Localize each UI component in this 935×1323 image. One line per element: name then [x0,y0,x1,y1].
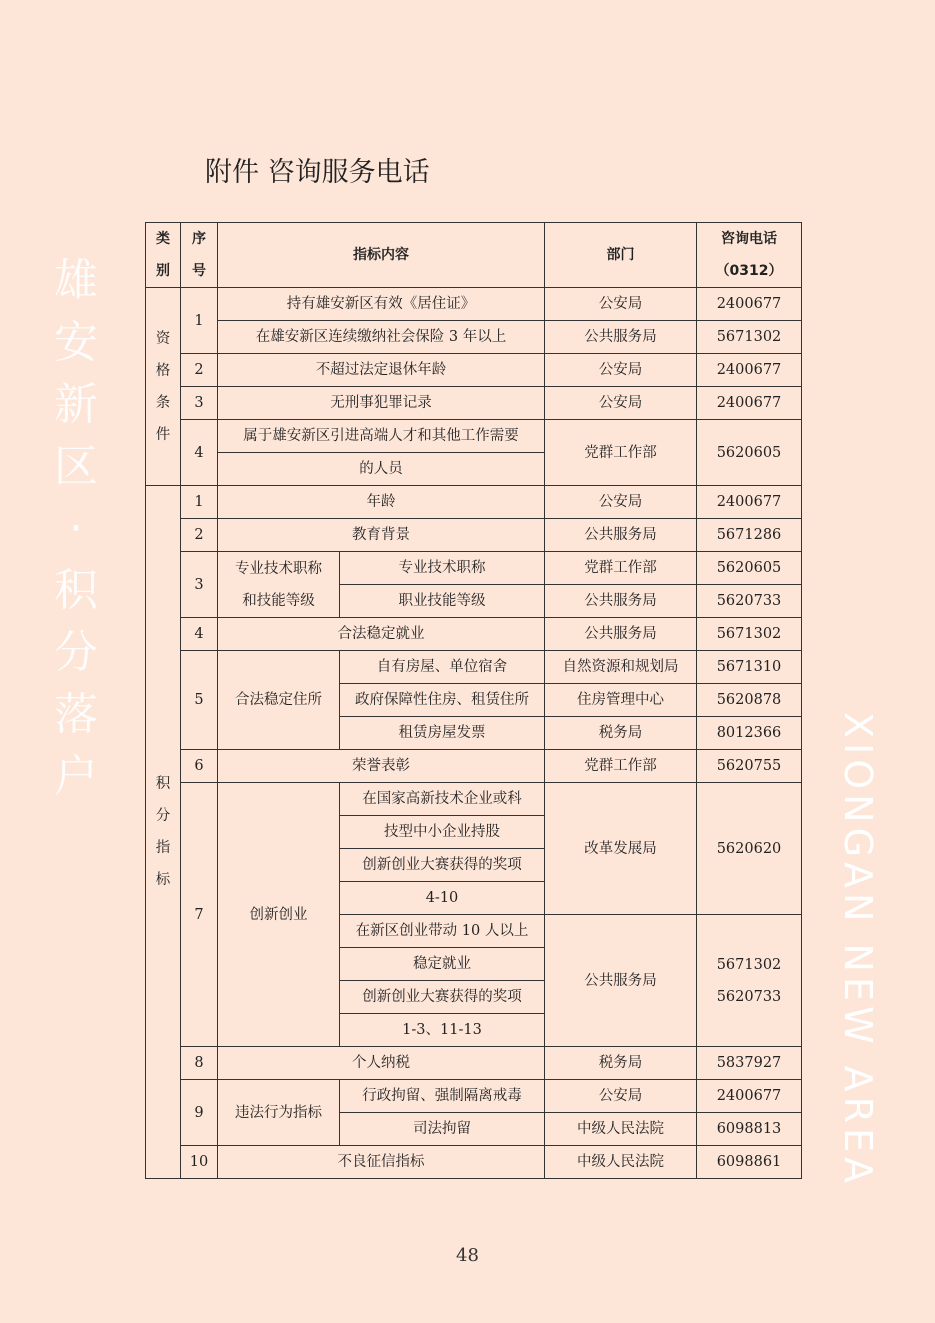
header-dept: 部门 [545,223,697,288]
seq-cell: 3 [181,552,218,618]
dept-cell: 党群工作部 [545,420,697,486]
phone-cell: 5671302 [697,321,802,354]
content-cell: 职业技能等级 [340,585,545,618]
table-row [146,420,802,453]
content-cell: 行政拘留、强制隔离戒毒 [340,1080,545,1113]
phone-cell: 8012366 [697,717,802,750]
dept-cell: 公安局 [545,288,697,321]
phone-cell: 2400677 [697,486,802,519]
seq-cell: 7 [181,783,218,1047]
side-char: 安 [54,317,98,368]
header-phone: 咨询电话 （0312） [697,223,802,288]
content-cell: 无刑事犯罪记录 [218,387,545,420]
content-cell: 创新创业大赛获得的奖项 [340,981,545,1014]
dept-cell: 公安局 [545,486,697,519]
content-cell: 在新区创业带动 10 人以上 [340,915,545,948]
phone-cell: 5620605 [697,552,802,585]
side-char: 新 [54,379,98,430]
dept-cell: 公共服务局 [545,321,697,354]
phone-cell: 5671302 5620733 [697,915,802,1047]
content-cell: 个人纳税 [218,1047,545,1080]
seq-cell: 1 [181,486,218,519]
content-cell: 创新创业大赛获得的奖项 [340,849,545,882]
seq-cell: 9 [181,1080,218,1146]
dept-cell: 党群工作部 [545,552,697,585]
side-char: 落 [54,689,98,740]
dept-cell: 公安局 [545,1080,697,1113]
table-row [146,321,802,354]
content-cell: 专业技术职称 [340,552,545,585]
side-char: · [69,503,83,554]
group-cell: 创新创业 [218,783,340,1047]
dept-cell: 公共服务局 [545,519,697,552]
table-row [146,486,802,519]
seq-cell: 5 [181,651,218,750]
content-cell: 政府保障性住房、租赁住所 [340,684,545,717]
content-cell: 4-10 [340,882,545,915]
table-row [146,519,802,552]
dept-cell: 自然资源和规划局 [545,651,697,684]
phone-cell: 5620620 [697,783,802,915]
seq-cell: 8 [181,1047,218,1080]
table-row [146,1080,802,1113]
phone-cell: 2400677 [697,387,802,420]
header-category: 类 别 [146,223,181,288]
content-cell: 的人员 [218,453,545,486]
category-qualification: 资 格 条 件 [146,288,181,486]
seq-cell: 10 [181,1146,218,1179]
table-row [146,288,802,321]
seq-cell: 1 [181,288,218,354]
content-cell: 司法拘留 [340,1113,545,1146]
content-cell: 在国家高新技术企业或科 [340,783,545,816]
content-cell: 技型中小企业持股 [340,816,545,849]
table-row [146,618,802,651]
page-title: 附件 咨询服务电话 [205,157,430,188]
side-watermark-en [836,712,880,1232]
phone-cell: 2400677 [697,288,802,321]
content-cell: 自有房屋、单位宿舍 [340,651,545,684]
table-row [146,750,802,783]
phone-cell: 5837927 [697,1047,802,1080]
phone-cell: 5620733 [697,585,802,618]
side-char: 积 [54,565,98,616]
phone-cell: 5671310 [697,651,802,684]
side-char: 雄 [54,255,98,306]
phone-cell: 6098861 [697,1146,802,1179]
content-cell: 在雄安新区连续缴纳社会保险 3 年以上 [218,321,545,354]
phone-cell: 5620878 [697,684,802,717]
side-watermark-cn [50,250,102,808]
content-cell: 教育背景 [218,519,545,552]
header-content: 指标内容 [218,223,545,288]
phone-cell: 2400677 [697,354,802,387]
content-cell: 荣誉表彰 [218,750,545,783]
content-cell: 属于雄安新区引进高端人才和其他工作需要 [218,420,545,453]
seq-cell: 6 [181,750,218,783]
content-cell: 租赁房屋发票 [340,717,545,750]
table-row [146,1146,802,1179]
content-cell: 稳定就业 [340,948,545,981]
side-char: 区 [54,441,98,492]
seq-cell: 4 [181,618,218,651]
content-cell: 不超过法定退休年龄 [218,354,545,387]
seq-cell: 2 [181,519,218,552]
header-seq: 序 号 [181,223,218,288]
seq-cell: 3 [181,387,218,420]
table-row [146,552,802,585]
table-row [146,354,802,387]
phone-cell: 5671286 [697,519,802,552]
group-cell: 专业技术职称 和技能等级 [218,552,340,618]
dept-cell: 党群工作部 [545,750,697,783]
group-cell: 违法行为指标 [218,1080,340,1146]
table-row [146,651,802,684]
dept-cell: 公共服务局 [545,915,697,1047]
side-char: 分 [54,627,98,678]
dept-cell: 税务局 [545,1047,697,1080]
seq-cell: 2 [181,354,218,387]
page-number: 48 [456,1245,479,1266]
group-cell: 合法稳定住所 [218,651,340,750]
table-header-row [146,223,802,288]
dept-cell: 公共服务局 [545,618,697,651]
dept-cell: 税务局 [545,717,697,750]
side-char: 户 [54,751,98,802]
phone-cell: 6098813 [697,1113,802,1146]
phone-cell: 5671302 [697,618,802,651]
phone-cell: 5620755 [697,750,802,783]
seq-cell: 4 [181,420,218,486]
table-row [146,387,802,420]
content-cell: 合法稳定就业 [218,618,545,651]
dept-cell: 公安局 [545,387,697,420]
content-cell: 持有雄安新区有效《居住证》 [218,288,545,321]
content-cell: 不良征信指标 [218,1146,545,1179]
table-row [146,783,802,816]
dept-cell: 中级人民法院 [545,1113,697,1146]
dept-cell: 公共服务局 [545,585,697,618]
phone-table [145,222,802,1179]
content-cell: 1-3、11-13 [340,1014,545,1047]
category-points: 积 分 指 标 [146,486,181,1179]
phone-cell: 5620605 [697,420,802,486]
table-row [146,1047,802,1080]
side-watermark-en-text: XIONGAN NEW AREA [836,712,880,1189]
dept-cell: 公安局 [545,354,697,387]
phone-cell: 2400677 [697,1080,802,1113]
dept-cell: 中级人民法院 [545,1146,697,1179]
dept-cell: 住房管理中心 [545,684,697,717]
content-cell: 年龄 [218,486,545,519]
dept-cell: 改革发展局 [545,783,697,915]
